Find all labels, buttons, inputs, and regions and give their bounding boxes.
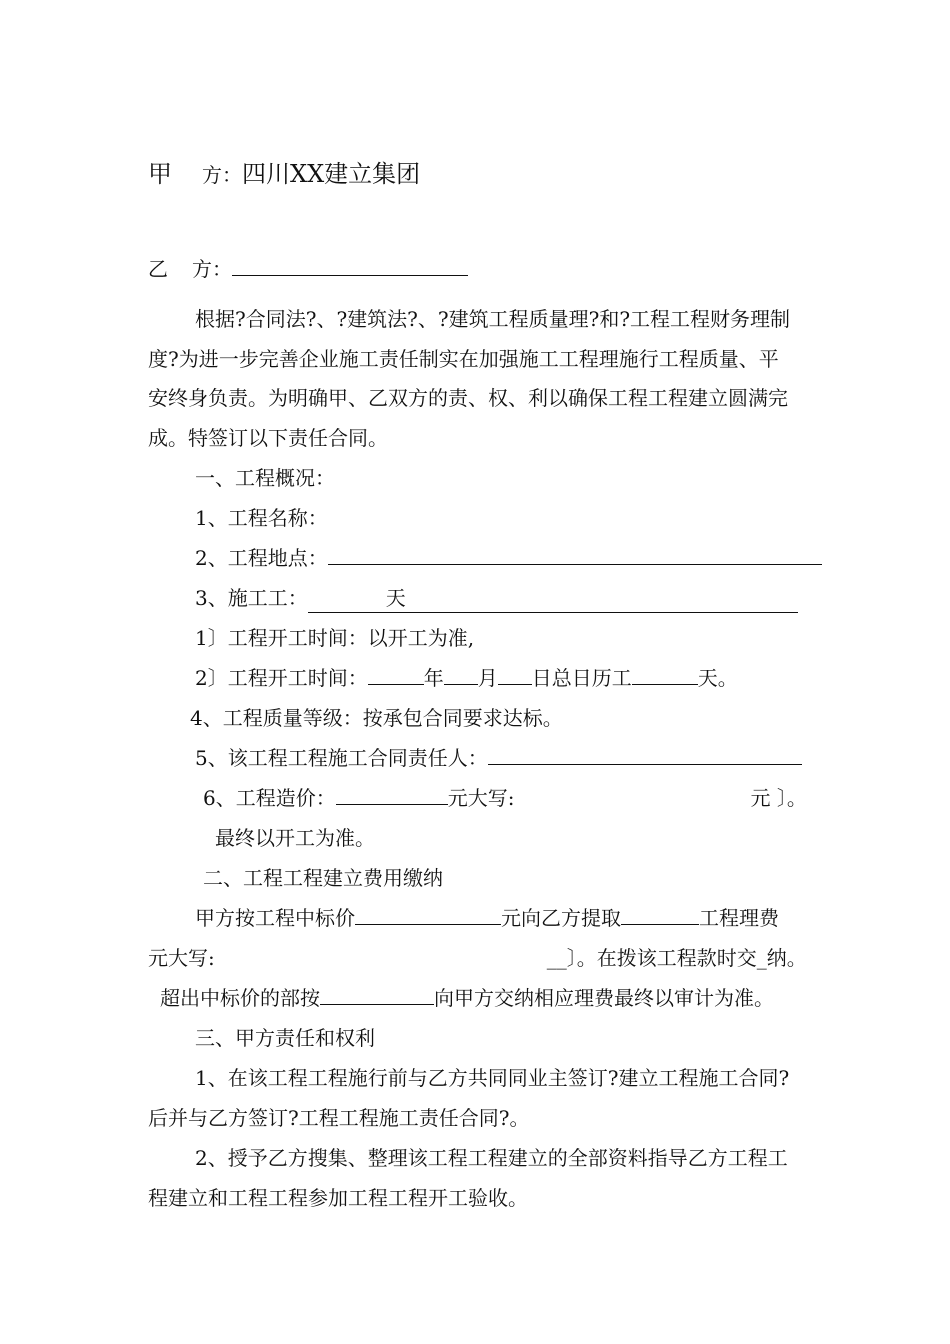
- fee-line-3: [160, 984, 774, 1012]
- fee-blank[interactable]: [621, 904, 699, 925]
- fee-line-2: [148, 944, 807, 972]
- fee-line-1: [195, 904, 779, 932]
- construction-period-unit: 天: [385, 586, 406, 610]
- party-a-label: 甲: [148, 160, 172, 188]
- party-b-line: [148, 255, 468, 283]
- intro-line-3: 安终身负责。为明确甲、乙双方的责、权、利以确保工程工程建立圆满完: [148, 386, 788, 410]
- section2-heading: 二、工程工程建立费用缴纳: [203, 866, 443, 890]
- project-location-blank[interactable]: [328, 544, 822, 565]
- day-label: 日总日历工: [531, 666, 632, 690]
- fee-text-d: 元大写:: [148, 946, 215, 970]
- section3-p2-line1: 2、授予乙方搜集、整理该工程工程建立的全部资料指导乙方工程工: [195, 1146, 788, 1170]
- fee-text-c: 工程理费: [699, 906, 779, 930]
- party-a-label-2: 方：: [202, 163, 242, 187]
- fee-text-b: 元向乙方提取: [501, 906, 621, 930]
- project-location-label: 2、工程地点：: [195, 546, 328, 570]
- start-time-line-2: [195, 664, 738, 692]
- year-blank[interactable]: [368, 664, 424, 685]
- party-b-blank[interactable]: [232, 255, 468, 276]
- project-location-line: [195, 544, 822, 572]
- section3-heading: 三、甲方责任和权利: [195, 1026, 375, 1050]
- year-label: 年: [423, 666, 444, 690]
- quality-level-line: 4、工程质量等级：按承包合同要求达标。: [190, 706, 563, 730]
- project-cost-label: 6、工程造价：: [203, 786, 336, 810]
- section3-p1-line2: 后并与乙方签订?工程工程施工责任合同?。: [148, 1106, 530, 1130]
- intro-line-4: 成。特签订以下责任合同。: [148, 426, 388, 450]
- section3-p2-line2: 程建立和工程工程参加工程工程开工验收。: [148, 1186, 528, 1210]
- project-name-label: 1、工程名称：: [195, 506, 328, 530]
- party-b-label: 乙: [148, 257, 168, 281]
- intro-line-1: 根据?合同法?、?建筑法?、?建筑工程质量理?和?工程工程财务理制: [195, 307, 791, 331]
- fee-text-f: 超出中标价的部按: [160, 986, 320, 1010]
- construction-period-label: 3、施工工：: [195, 586, 308, 610]
- project-cost-end: 元 〕。: [750, 786, 807, 810]
- project-cost-blank[interactable]: [336, 784, 448, 805]
- project-cost-line: [203, 784, 807, 812]
- total-days-blank[interactable]: [632, 664, 698, 685]
- fee-text-g: 向甲方交纳相应理费最终以审计为准。: [434, 986, 774, 1010]
- start-time-label: 2〕工程开工时间：: [195, 666, 368, 690]
- construction-period-line: [195, 584, 798, 613]
- party-a-line: [148, 158, 420, 191]
- excess-blank[interactable]: [320, 984, 434, 1005]
- month-blank[interactable]: [444, 664, 478, 685]
- contract-person-label: 5、该工程工程施工合同责任人：: [195, 746, 488, 770]
- month-label: 月: [477, 666, 498, 690]
- fee-text-a: 甲方按工程中标价: [195, 906, 355, 930]
- intro-line-2: 度?为进一步完善企业施工责任制实在加强施工工程理施行工程质量、平: [148, 347, 779, 371]
- start-time-line-1: 1〕工程开工时间：以开工为准,: [195, 626, 475, 650]
- days-label: 天。: [697, 666, 738, 690]
- project-cost-note: 最终以开工为准。: [215, 826, 375, 850]
- section1-heading: 一、工程概况：: [195, 466, 335, 490]
- bid-price-blank[interactable]: [355, 904, 501, 925]
- contract-person-line: [195, 744, 802, 772]
- party-a-value: 四川XX建立集团: [242, 160, 421, 188]
- party-b-label-2: 方：: [192, 257, 232, 281]
- construction-period-blank[interactable]: [308, 584, 798, 613]
- day-blank[interactable]: [498, 664, 532, 685]
- section3-p1-line1: 1、在该工程工程施行前与乙方共同同业主签订?建立工程施工合同?: [195, 1066, 790, 1090]
- project-cost-yuan: 元大写:: [447, 786, 515, 810]
- fee-text-e: __〕。在拨该工程款时交_纳。: [546, 946, 807, 970]
- contract-person-blank[interactable]: [488, 744, 802, 765]
